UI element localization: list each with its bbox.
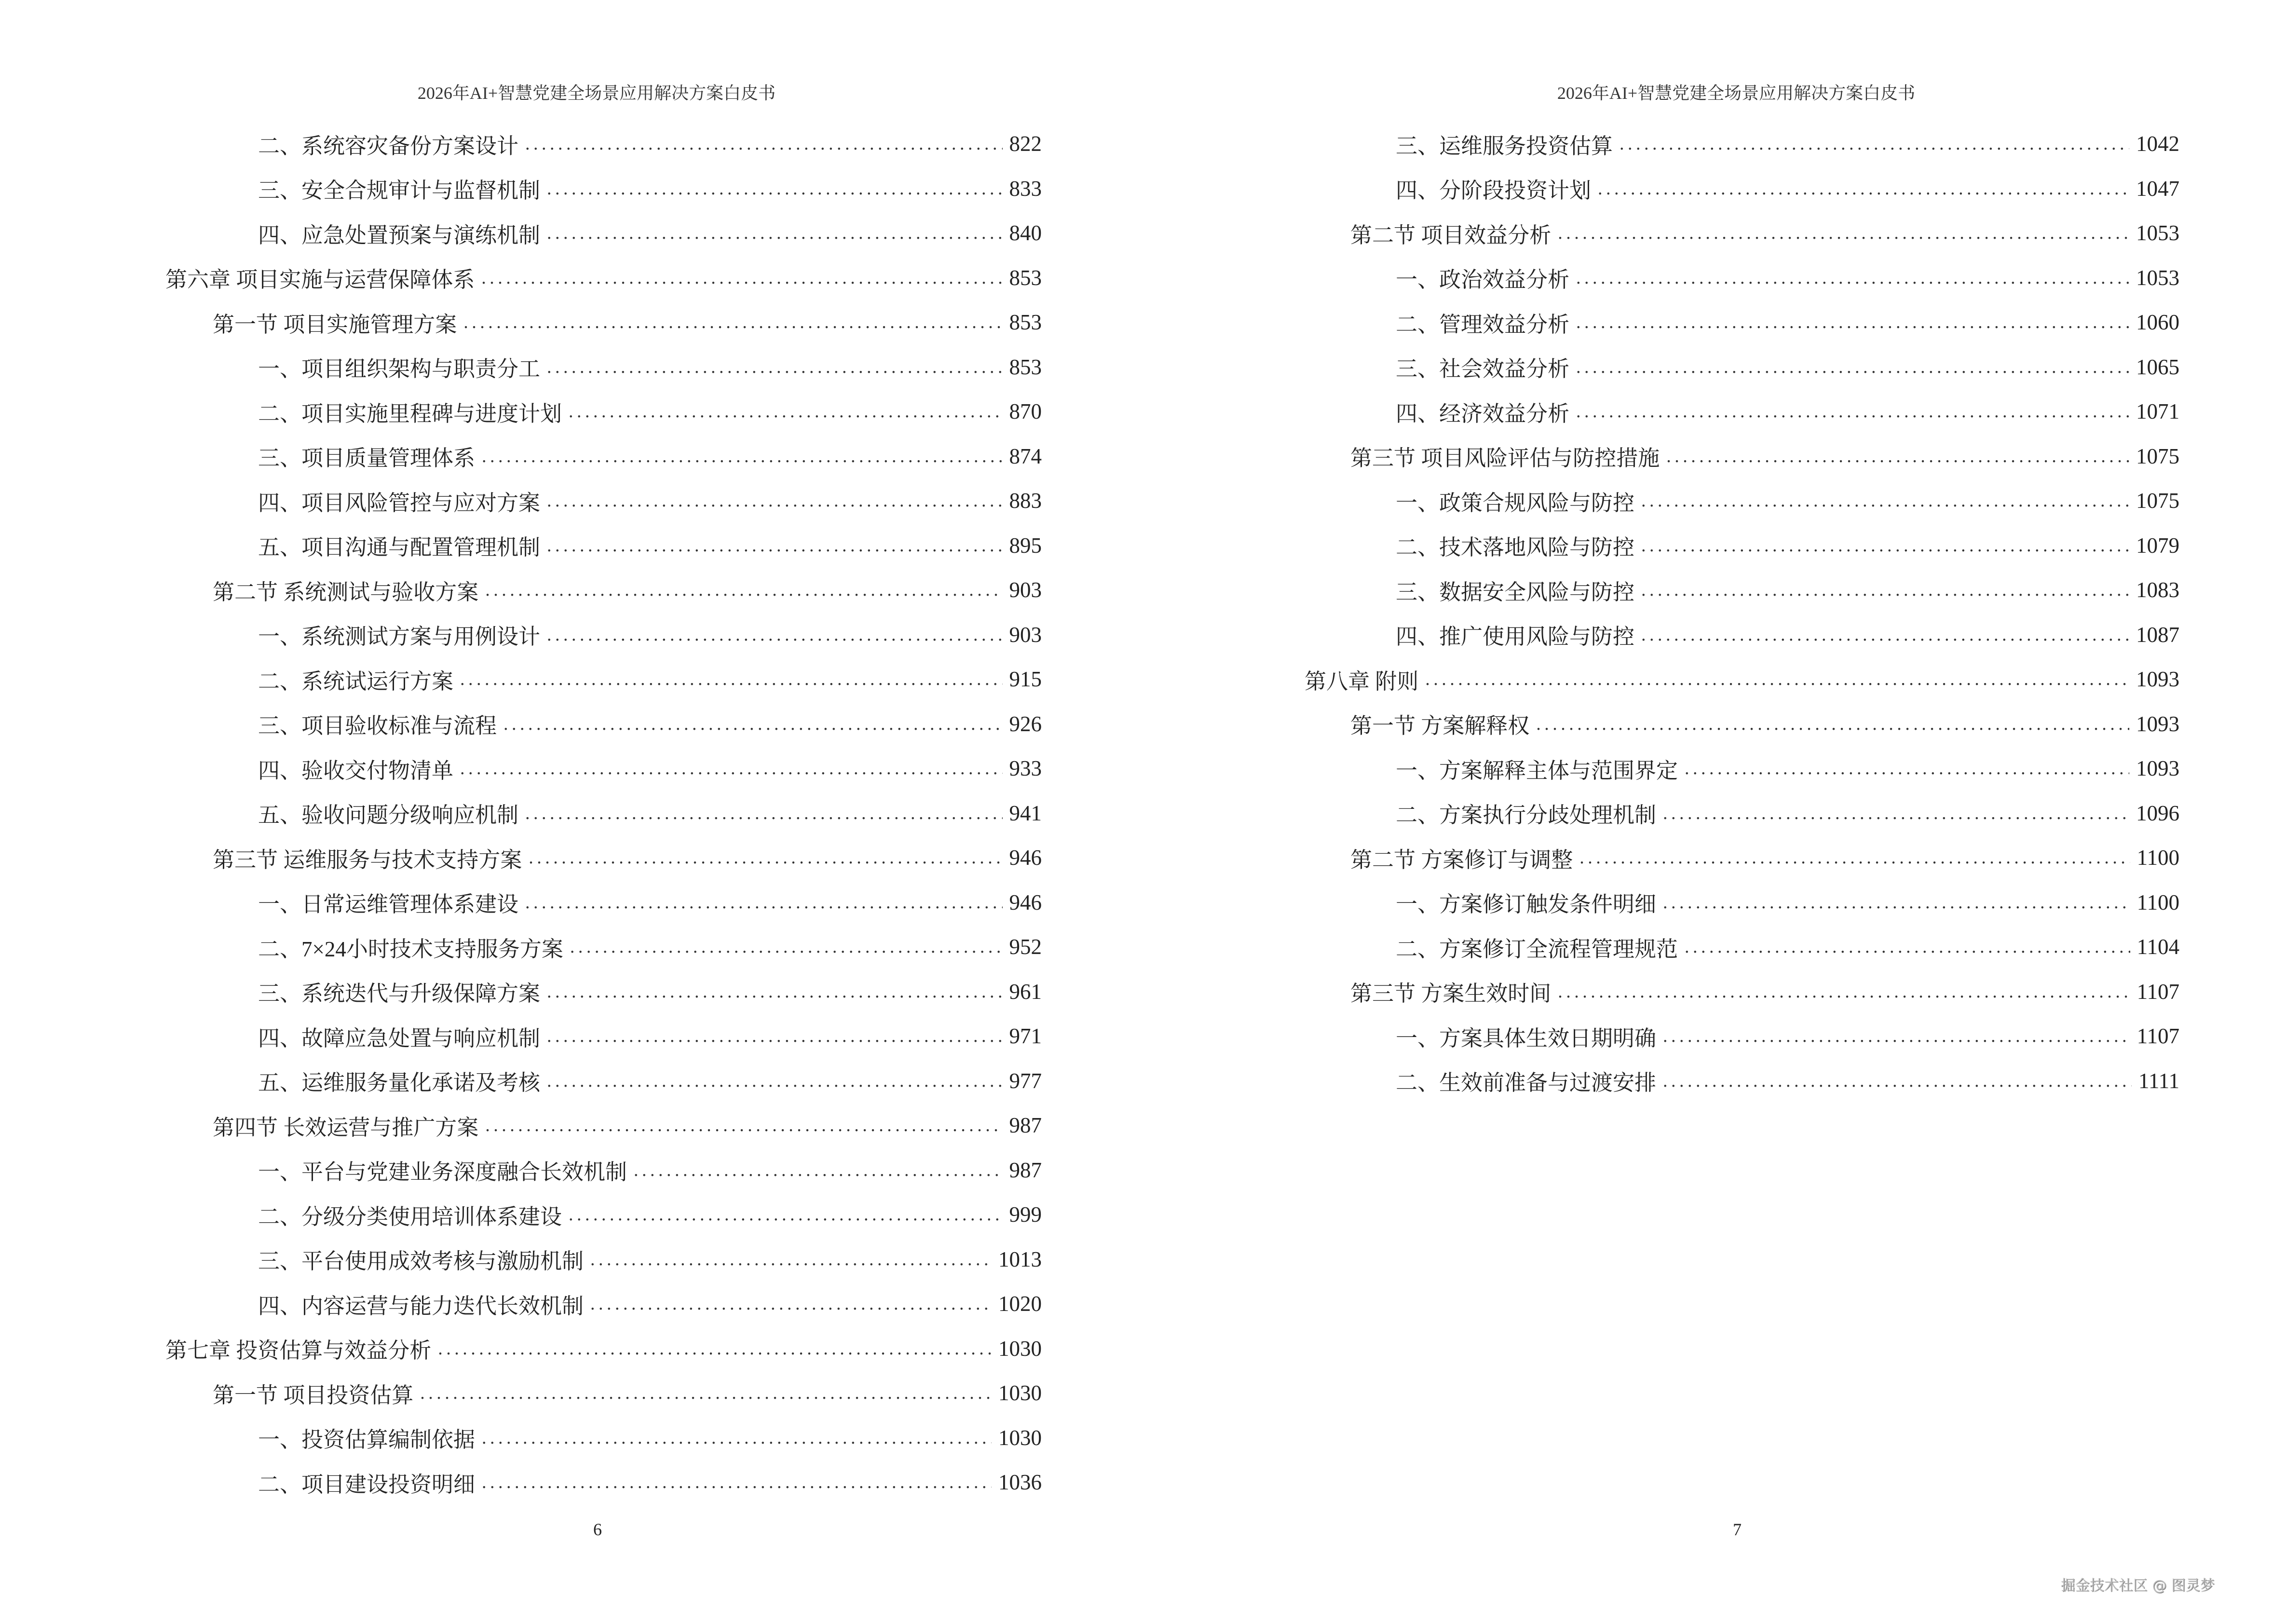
toc-item[interactable] bbox=[1144, 880, 2179, 925]
toc-page-number: 987 bbox=[1009, 1113, 1042, 1138]
dot-leader bbox=[1576, 312, 2129, 333]
toc-title: 一、方案解释主体与范围界定 bbox=[1396, 758, 1678, 783]
toc-item[interactable] bbox=[1144, 389, 2179, 434]
toc-page-number: 926 bbox=[1009, 711, 1042, 736]
dot-leader bbox=[590, 1249, 992, 1270]
toc-title: 四、经济效益分析 bbox=[1396, 401, 1570, 426]
toc-title: 三、社会效益分析 bbox=[1396, 357, 1570, 382]
dot-leader bbox=[463, 312, 1002, 333]
dot-leader bbox=[438, 1338, 992, 1359]
dot-leader bbox=[547, 624, 1002, 645]
toc-title: 第二节 项目效益分析 bbox=[1350, 223, 1552, 247]
toc-title: 一、平台与党建业务深度融合长效机制 bbox=[258, 1160, 627, 1185]
toc-page-number: 1093 bbox=[2136, 756, 2179, 781]
toc-chapter[interactable] bbox=[1144, 657, 2179, 702]
dot-leader bbox=[482, 446, 1002, 467]
toc-item[interactable] bbox=[1144, 746, 2179, 791]
toc-page-number: 853 bbox=[1009, 265, 1042, 290]
dot-leader bbox=[547, 356, 1002, 378]
toc-item[interactable] bbox=[0, 1282, 1042, 1326]
toc-title: 四、内容运营与能力迭代长效机制 bbox=[258, 1294, 584, 1318]
toc-item[interactable] bbox=[0, 925, 1042, 969]
toc-page-number: 1053 bbox=[2136, 265, 2179, 290]
dot-leader bbox=[1663, 1070, 2132, 1092]
toc-page-number: 1100 bbox=[2137, 890, 2179, 914]
dot-leader bbox=[1576, 401, 2129, 422]
toc-page-number: 1075 bbox=[2136, 444, 2179, 468]
toc-title: 四、验收交付物清单 bbox=[258, 758, 454, 783]
toc-title: 二、项目建设投资明细 bbox=[258, 1472, 476, 1497]
toc-title: 一、方案具体生效日期明确 bbox=[1396, 1026, 1657, 1051]
toc-item[interactable] bbox=[0, 613, 1042, 657]
toc-page-number: 883 bbox=[1009, 489, 1042, 513]
toc-item[interactable] bbox=[0, 478, 1042, 523]
toc-page-number: 1093 bbox=[2136, 667, 2179, 692]
dot-leader bbox=[1598, 178, 2129, 199]
toc-section[interactable] bbox=[0, 835, 1042, 880]
toc-page-number: 1100 bbox=[2137, 846, 2179, 870]
toc-page-number: 1030 bbox=[998, 1381, 1042, 1406]
dot-leader bbox=[590, 1293, 992, 1314]
dot-leader bbox=[482, 1427, 992, 1448]
toc-item[interactable] bbox=[0, 434, 1042, 479]
table-of-contents bbox=[1144, 122, 2179, 1103]
toc-title: 第七章 投资估算与效益分析 bbox=[165, 1338, 432, 1363]
dot-leader bbox=[547, 178, 1002, 199]
dot-leader bbox=[569, 1204, 1002, 1225]
table-of-contents bbox=[0, 122, 1042, 1505]
toc-title: 二、管理效益分析 bbox=[1396, 312, 1570, 337]
dot-leader bbox=[481, 267, 1002, 288]
toc-title: 五、项目沟通与配置管理机制 bbox=[258, 535, 541, 560]
toc-page-number: 1013 bbox=[998, 1247, 1042, 1271]
dot-leader bbox=[547, 1025, 1002, 1047]
page-header: 2026年AI+智慧党建全场景应用解决方案白皮书 bbox=[417, 83, 776, 103]
toc-title: 四、项目风险管控与应对方案 bbox=[258, 491, 541, 515]
toc-page-number: 840 bbox=[1009, 221, 1042, 246]
dot-leader bbox=[1663, 892, 2130, 913]
toc-title: 一、投资估算编制依据 bbox=[258, 1428, 476, 1452]
toc-page-number: 1060 bbox=[2136, 310, 2179, 335]
toc-title: 一、政治效益分析 bbox=[1396, 268, 1570, 292]
toc-section[interactable] bbox=[0, 300, 1042, 345]
toc-title: 五、验收问题分级响应机制 bbox=[258, 803, 519, 828]
dot-leader bbox=[569, 401, 1002, 422]
toc-title: 第一节 项目投资估算 bbox=[213, 1383, 414, 1407]
dot-leader bbox=[1666, 446, 2129, 467]
dot-leader bbox=[504, 713, 1002, 735]
dot-leader bbox=[1558, 981, 2130, 1002]
toc-item[interactable] bbox=[0, 1014, 1042, 1059]
toc-page-number: 1065 bbox=[2136, 355, 2179, 379]
toc-page-number: 1020 bbox=[998, 1292, 1042, 1316]
toc-page-number: 822 bbox=[1009, 132, 1042, 156]
toc-item[interactable] bbox=[1144, 345, 2179, 390]
dot-leader bbox=[529, 847, 1002, 868]
toc-item[interactable] bbox=[1144, 568, 2179, 613]
toc-title: 四、分阶段投资计划 bbox=[1396, 178, 1592, 203]
toc-title: 第四节 长效运营与推广方案 bbox=[213, 1115, 479, 1140]
toc-page-number: 833 bbox=[1009, 176, 1042, 201]
toc-title: 第八章 附则 bbox=[1305, 669, 1419, 694]
toc-page-number: 961 bbox=[1009, 979, 1042, 1004]
toc-item[interactable] bbox=[0, 1192, 1042, 1237]
dot-leader bbox=[1641, 490, 2129, 511]
dot-leader bbox=[1425, 669, 2129, 690]
dot-leader bbox=[1576, 267, 2129, 288]
toc-page-number: 977 bbox=[1009, 1068, 1042, 1093]
toc-page-number: 952 bbox=[1009, 935, 1042, 959]
dot-leader bbox=[1620, 133, 2129, 154]
toc-title: 五、运维服务量化承诺及考核 bbox=[258, 1071, 541, 1095]
toc-title: 三、安全合规审计与监督机制 bbox=[258, 178, 541, 203]
toc-item[interactable] bbox=[0, 1460, 1042, 1505]
toc-item[interactable] bbox=[1144, 256, 2179, 300]
toc-page-number: 941 bbox=[1009, 801, 1042, 825]
page-number: 6 bbox=[593, 1520, 602, 1539]
toc-page-number: 1036 bbox=[998, 1470, 1042, 1495]
toc-item[interactable] bbox=[0, 122, 1042, 166]
toc-page-number: 1111 bbox=[2138, 1068, 2179, 1093]
toc-page-number: 1087 bbox=[2136, 622, 2179, 647]
toc-page-number: 1053 bbox=[2136, 221, 2179, 246]
toc-page-number: 1093 bbox=[2136, 711, 2179, 736]
toc-item[interactable] bbox=[1144, 925, 2179, 969]
dot-leader bbox=[547, 490, 1002, 511]
toc-section[interactable] bbox=[1144, 702, 2179, 747]
toc-page-number: 1083 bbox=[2136, 578, 2179, 602]
toc-item[interactable] bbox=[1144, 478, 2179, 523]
toc-item[interactable] bbox=[1144, 1014, 2179, 1059]
toc-title: 三、项目质量管理体系 bbox=[258, 446, 476, 471]
toc-title: 第三节 方案生效时间 bbox=[1350, 982, 1552, 1006]
toc-title: 第二节 方案修订与调整 bbox=[1350, 847, 1573, 872]
toc-page-number: 1042 bbox=[2136, 132, 2179, 156]
toc-page-number: 1079 bbox=[2136, 533, 2179, 558]
toc-title: 四、故障应急处置与响应机制 bbox=[258, 1026, 541, 1051]
toc-item[interactable] bbox=[0, 880, 1042, 925]
dot-leader bbox=[1576, 356, 2129, 378]
toc-title: 三、运维服务投资估算 bbox=[1396, 134, 1613, 158]
toc-title: 三、数据安全风险与防控 bbox=[1396, 580, 1635, 604]
toc-title: 二、项目实施里程碑与进度计划 bbox=[258, 401, 562, 426]
watermark: 掘金技术社区 @ 图灵梦 bbox=[2060, 1577, 2215, 1594]
dot-leader bbox=[485, 579, 1002, 600]
toc-title: 二、分级分类使用培训体系建设 bbox=[258, 1204, 562, 1229]
dot-leader bbox=[1536, 713, 2129, 735]
toc-chapter[interactable] bbox=[0, 256, 1042, 300]
toc-page-number: 946 bbox=[1009, 890, 1042, 914]
dot-leader bbox=[1685, 758, 2129, 779]
toc-title: 四、应急处置预案与演练机制 bbox=[258, 223, 541, 247]
toc-section[interactable] bbox=[1144, 211, 2179, 256]
toc-item[interactable] bbox=[0, 746, 1042, 791]
dot-leader bbox=[547, 981, 1002, 1002]
toc-title: 三、系统迭代与升级保障方案 bbox=[258, 982, 541, 1006]
toc-section[interactable] bbox=[0, 568, 1042, 613]
toc-page-number: 853 bbox=[1009, 310, 1042, 335]
toc-item[interactable] bbox=[0, 166, 1042, 211]
toc-title: 一、系统测试方案与用例设计 bbox=[258, 625, 541, 649]
toc-title: 二、系统容灾备份方案设计 bbox=[258, 134, 519, 158]
toc-item[interactable] bbox=[1144, 1059, 2179, 1104]
toc-page-number: 1047 bbox=[2136, 176, 2179, 201]
toc-title: 一、项目组织架构与职责分工 bbox=[258, 357, 541, 382]
toc-item[interactable] bbox=[1144, 791, 2179, 836]
toc-page-number: 1107 bbox=[2137, 979, 2179, 1004]
toc-title: 第一节 项目实施管理方案 bbox=[213, 312, 457, 337]
toc-section[interactable] bbox=[0, 1103, 1042, 1148]
toc-page-number: 903 bbox=[1009, 622, 1042, 647]
toc-page-number: 895 bbox=[1009, 533, 1042, 558]
toc-page-number: 987 bbox=[1009, 1158, 1042, 1182]
toc-item[interactable] bbox=[0, 702, 1042, 747]
toc-item[interactable] bbox=[0, 657, 1042, 702]
toc-item[interactable] bbox=[1144, 523, 2179, 568]
toc-item[interactable] bbox=[0, 1059, 1042, 1104]
toc-page-number: 874 bbox=[1009, 444, 1042, 468]
dot-leader bbox=[525, 892, 1002, 913]
toc-item[interactable] bbox=[0, 345, 1042, 390]
toc-title: 第三节 项目风险评估与防控措施 bbox=[1350, 446, 1660, 471]
dot-leader bbox=[485, 1115, 1002, 1136]
dot-leader bbox=[547, 222, 1002, 244]
toc-item[interactable] bbox=[0, 1416, 1042, 1460]
toc-page-number: 933 bbox=[1009, 756, 1042, 781]
toc-page-number: 1071 bbox=[2136, 399, 2179, 424]
dot-leader bbox=[1685, 936, 2130, 957]
toc-item[interactable] bbox=[0, 211, 1042, 256]
toc-page-number: 1104 bbox=[2137, 935, 2179, 959]
dot-leader bbox=[1558, 222, 2129, 244]
toc-item[interactable] bbox=[0, 523, 1042, 568]
toc-title: 二、方案执行分歧处理机制 bbox=[1396, 803, 1657, 828]
toc-item[interactable] bbox=[1144, 300, 2179, 345]
toc-item[interactable] bbox=[0, 1148, 1042, 1193]
page-header: 2026年AI+智慧党建全场景应用解决方案白皮书 bbox=[1557, 83, 1916, 103]
toc-page-number: 999 bbox=[1009, 1202, 1042, 1227]
toc-item[interactable] bbox=[0, 791, 1042, 836]
toc-title: 二、技术落地风险与防控 bbox=[1396, 535, 1635, 560]
toc-page-number: 1075 bbox=[2136, 489, 2179, 513]
dot-leader bbox=[1641, 535, 2129, 556]
toc-title: 一、日常运维管理体系建设 bbox=[258, 892, 519, 917]
dot-leader bbox=[1579, 847, 2130, 868]
toc-section[interactable] bbox=[1144, 969, 2179, 1014]
dot-leader bbox=[547, 1070, 1002, 1092]
toc-section[interactable] bbox=[1144, 835, 2179, 880]
toc-page-number: 1030 bbox=[998, 1425, 1042, 1450]
dot-leader bbox=[547, 535, 1002, 556]
dot-leader bbox=[1663, 803, 2129, 824]
toc-item[interactable] bbox=[1144, 122, 2179, 166]
toc-title: 一、政策合规风险与防控 bbox=[1396, 491, 1635, 515]
toc-title: 二、7×24小时技术支持服务方案 bbox=[258, 937, 563, 961]
toc-title: 四、推广使用风险与防控 bbox=[1396, 625, 1635, 649]
right-page bbox=[1144, 0, 2287, 1624]
dot-leader bbox=[482, 1472, 992, 1493]
toc-page-number: 903 bbox=[1009, 578, 1042, 602]
dot-leader bbox=[634, 1160, 1002, 1181]
toc-page-number: 946 bbox=[1009, 846, 1042, 870]
dot-leader bbox=[525, 133, 1002, 154]
dot-leader bbox=[420, 1382, 992, 1404]
toc-page-number: 1107 bbox=[2137, 1024, 2179, 1049]
toc-item[interactable] bbox=[1144, 166, 2179, 211]
toc-page-number: 1096 bbox=[2136, 801, 2179, 825]
toc-page-number: 915 bbox=[1009, 667, 1042, 692]
toc-section[interactable] bbox=[1144, 434, 2179, 479]
toc-item[interactable] bbox=[0, 969, 1042, 1014]
dot-leader bbox=[525, 803, 1002, 824]
dot-leader bbox=[1663, 1025, 2130, 1047]
toc-page-number: 1030 bbox=[998, 1336, 1042, 1361]
toc-title: 一、方案修订触发条件明细 bbox=[1396, 892, 1657, 917]
page-number: 7 bbox=[1733, 1520, 1742, 1539]
toc-item[interactable] bbox=[0, 389, 1042, 434]
toc-title: 第六章 项目实施与运营保障体系 bbox=[165, 268, 475, 292]
toc-title: 第一节 方案解释权 bbox=[1350, 714, 1530, 738]
dot-leader bbox=[460, 669, 1002, 690]
toc-title: 第三节 运维服务与技术支持方案 bbox=[213, 847, 522, 872]
toc-page-number: 870 bbox=[1009, 399, 1042, 424]
dot-leader bbox=[1641, 579, 2129, 600]
toc-title: 三、平台使用成效考核与激励机制 bbox=[258, 1249, 584, 1274]
toc-page-number: 971 bbox=[1009, 1024, 1042, 1049]
toc-section[interactable] bbox=[0, 1371, 1042, 1416]
toc-title: 第二节 系统测试与验收方案 bbox=[213, 580, 479, 604]
toc-title: 二、系统试运行方案 bbox=[258, 669, 454, 694]
dot-leader bbox=[460, 758, 1002, 779]
toc-title: 二、生效前准备与过渡安排 bbox=[1396, 1071, 1657, 1095]
toc-item[interactable] bbox=[0, 1237, 1042, 1282]
dot-leader bbox=[570, 936, 1003, 957]
dot-leader bbox=[1641, 624, 2129, 645]
toc-title: 二、方案修订全流程管理规范 bbox=[1396, 937, 1678, 961]
toc-page-number: 853 bbox=[1009, 355, 1042, 379]
toc-item[interactable] bbox=[1144, 613, 2179, 657]
toc-chapter[interactable] bbox=[0, 1326, 1042, 1371]
toc-title: 三、项目验收标准与流程 bbox=[258, 714, 497, 738]
